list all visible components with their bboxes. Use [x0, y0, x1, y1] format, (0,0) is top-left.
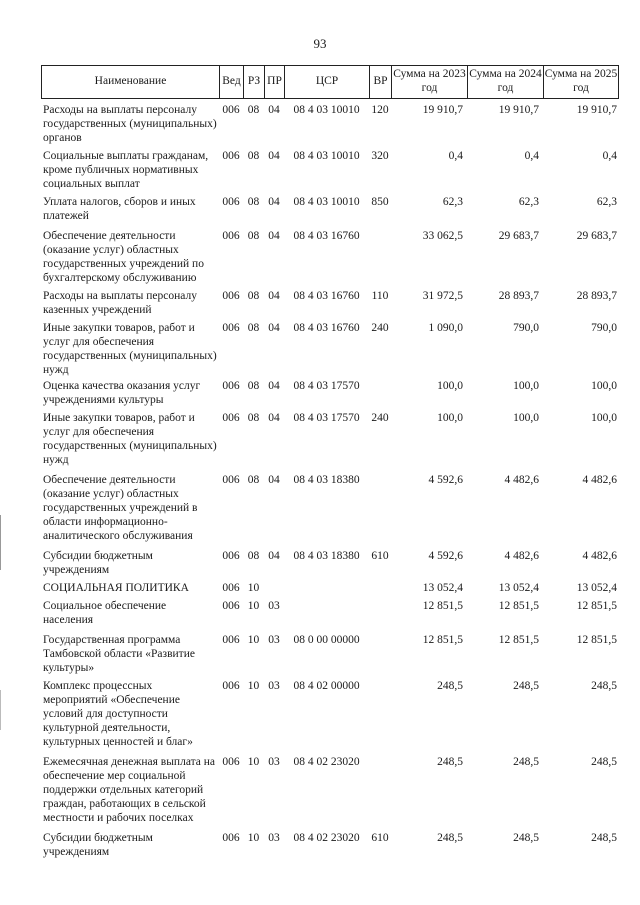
row-sum-2025: 248,5: [591, 756, 617, 768]
scan-edge-mark: [0, 515, 1, 570]
row-rz: 10: [247, 680, 260, 692]
row-sum-2025: 62,3: [596, 196, 617, 208]
row-rz: 08: [247, 290, 260, 302]
row-sum-2023: 12 851,5: [422, 634, 463, 646]
row-name: Субсидии бюджетным учреждениям: [43, 550, 153, 576]
row-rz: 10: [247, 634, 260, 646]
row-sum-2025: 4 482,6: [582, 550, 617, 562]
row-sum-2023: 100,0: [437, 380, 463, 392]
row-vr: 610: [371, 550, 389, 562]
row-pr: 04: [268, 230, 280, 242]
row-csr: 08 4 03 10010: [293, 104, 360, 116]
row-csr: 08 4 03 17570: [293, 380, 360, 392]
row-rz: 08: [247, 380, 260, 392]
row-vr: [369, 473, 391, 549]
table-row: [41, 599, 619, 633]
row-rz: 10: [247, 756, 260, 768]
row-pr: 04: [268, 322, 280, 334]
row-ved: 006: [222, 634, 240, 646]
row-sum-2024: 4 482,6: [504, 474, 539, 486]
row-csr: [284, 599, 369, 633]
row-vr: 610: [371, 832, 389, 844]
table-row: [41, 149, 619, 195]
row-ved: 006: [222, 196, 240, 208]
row-sum-2024: 248,5: [513, 756, 539, 768]
row-ved: 006: [222, 600, 240, 612]
row-ved: 006: [222, 680, 240, 692]
row-csr: 08 4 03 18380: [293, 550, 360, 562]
row-sum-2023: 33 062,5: [422, 230, 463, 242]
row-sum-2023: 13 052,4: [422, 582, 463, 594]
row-rz: 08: [247, 104, 260, 116]
table-row: [41, 633, 619, 679]
row-sum-2023: 248,5: [437, 832, 463, 844]
row-csr: 08 4 02 00000: [293, 680, 360, 692]
header-csr: ЦСР: [285, 66, 370, 98]
header-sum-2023: Сумма на 2023 год: [392, 66, 468, 98]
row-sum-2024: 29 683,7: [498, 230, 539, 242]
header-sum-2024: Сумма на 2024 год: [468, 66, 544, 98]
row-csr: 08 4 02 23020: [293, 832, 360, 844]
row-sum-2025: 248,5: [591, 832, 617, 844]
row-sum-2025: 100,0: [591, 412, 617, 424]
row-rz: 08: [247, 412, 260, 424]
table-row: [41, 549, 619, 581]
row-sum-2024: 13 052,4: [498, 582, 539, 594]
row-vr: 240: [371, 322, 389, 334]
row-name: Оценка качества оказания услуг учреждениями культуры: [43, 380, 201, 406]
row-sum-2025: 0,4: [602, 150, 617, 162]
row-name: Ежемесячная денежная выплата на обеспечение мер социальной поддержки отдельных категорий граждан, работающих в сельской местности и рабочих поселках: [43, 756, 216, 824]
scan-edge-mark: [0, 690, 1, 730]
table-row: [41, 679, 619, 755]
row-pr: 03: [268, 680, 280, 692]
row-ved: 006: [222, 412, 240, 424]
row-csr: 08 4 03 10010: [293, 196, 360, 208]
table-row: [41, 289, 619, 321]
table-row: [41, 411, 619, 473]
row-sum-2023: 12 851,5: [422, 600, 463, 612]
header-vr: ВР: [370, 66, 392, 98]
row-ved: 006: [222, 150, 240, 162]
row-sum-2024: 12 851,5: [498, 600, 539, 612]
row-vr: [369, 229, 391, 289]
row-pr: 04: [268, 380, 280, 392]
row-sum-2024: 12 851,5: [498, 634, 539, 646]
row-csr: 08 0 00 00000: [293, 634, 360, 646]
row-sum-2025: 29 683,7: [576, 230, 617, 242]
row-ved: 006: [222, 756, 240, 768]
row-sum-2025: 13 052,4: [576, 582, 617, 594]
row-rz: 08: [247, 550, 260, 562]
row-pr: 03: [268, 832, 280, 844]
row-sum-2025: 12 851,5: [576, 634, 617, 646]
header-ved: Вед: [220, 66, 244, 98]
row-sum-2024: 248,5: [513, 680, 539, 692]
row-vr: 320: [371, 150, 389, 162]
row-name: Комплекс процессных мероприятий «Обеспечение условий для доступности культурной деятельности, культурных ценностей и благ»: [43, 680, 193, 748]
row-vr: 110: [371, 290, 389, 302]
row-sum-2025: 19 910,7: [576, 104, 617, 116]
table-row: [41, 831, 619, 863]
page-number: 93: [313, 36, 327, 51]
row-sum-2023: 248,5: [437, 680, 463, 692]
row-name: Расходы на выплаты персоналу казенных учреждений: [43, 290, 197, 316]
row-rz: 10: [247, 600, 260, 612]
row-name: Расходы на выплаты персоналу государственных (муниципальных) органов: [43, 104, 217, 144]
row-pr: 03: [268, 634, 280, 646]
row-pr: 04: [268, 104, 280, 116]
row-name: Социальное обеспечение населения: [43, 600, 167, 626]
row-sum-2023: 4 592,6: [428, 474, 463, 486]
row-pr: [264, 581, 284, 599]
row-pr: 04: [268, 290, 280, 302]
table-row: [41, 581, 619, 599]
row-vr: [369, 599, 391, 633]
row-ved: 006: [222, 832, 240, 844]
row-name: Обеспечение деятельности (оказание услуг) областных государственных учреждений в области информационно-аналитического обслуживания: [43, 474, 198, 542]
row-ved: 006: [222, 550, 240, 562]
row-csr: 08 4 03 18380: [293, 474, 360, 486]
row-sum-2024: 62,3: [518, 196, 539, 208]
row-vr: 850: [371, 196, 389, 208]
row-sum-2025: 100,0: [591, 380, 617, 392]
row-vr: [369, 755, 391, 831]
row-sum-2023: 62,3: [442, 196, 463, 208]
header-name: Наименование: [42, 66, 220, 98]
row-csr: 08 4 03 16760: [293, 230, 360, 242]
table-row: [41, 473, 619, 549]
row-ved: 006: [222, 104, 240, 116]
table-row: [41, 103, 619, 149]
row-sum-2024: 19 910,7: [498, 104, 539, 116]
row-csr: 08 4 03 16760: [293, 290, 360, 302]
row-csr: 08 4 02 23020: [293, 756, 360, 768]
row-csr: 08 4 03 16760: [293, 322, 360, 334]
row-vr: [369, 633, 391, 679]
row-rz: 10: [247, 582, 260, 594]
row-vr: 120: [371, 104, 389, 116]
row-sum-2023: 31 972,5: [422, 290, 463, 302]
header-rz: РЗ: [244, 66, 265, 98]
row-pr: 04: [268, 196, 280, 208]
row-ved: 006: [222, 230, 240, 242]
row-vr: [369, 379, 391, 411]
row-sum-2024: 28 893,7: [498, 290, 539, 302]
row-sum-2024: 100,0: [513, 412, 539, 424]
row-rz: 10: [247, 832, 260, 844]
row-sum-2023: 19 910,7: [422, 104, 463, 116]
row-ved: 006: [222, 380, 240, 392]
row-vr: [369, 581, 391, 599]
row-vr: [369, 679, 391, 755]
row-sum-2024: 248,5: [513, 832, 539, 844]
row-sum-2024: 100,0: [513, 380, 539, 392]
row-pr: 04: [268, 550, 280, 562]
row-ved: 006: [222, 474, 240, 486]
row-name: Обеспечение деятельности (оказание услуг) областных государственных учреждений по бухгалтерскому обслуживанию: [43, 230, 204, 284]
row-sum-2025: 4 482,6: [582, 474, 617, 486]
row-pr: 03: [268, 756, 280, 768]
row-rz: 08: [247, 474, 260, 486]
row-name: СОЦИАЛЬНАЯ ПОЛИТИКА: [43, 582, 189, 594]
row-sum-2023: 248,5: [437, 756, 463, 768]
row-sum-2025: 12 851,5: [576, 600, 617, 612]
row-ved: 006: [222, 582, 240, 594]
row-pr: 04: [268, 150, 280, 162]
table-row: [41, 321, 619, 379]
row-rz: 08: [247, 150, 260, 162]
row-sum-2025: 28 893,7: [576, 290, 617, 302]
row-ved: 006: [222, 322, 240, 334]
table-row: [41, 379, 619, 411]
row-pr: 03: [268, 600, 280, 612]
row-csr: 08 4 03 10010: [293, 150, 360, 162]
row-sum-2025: 790,0: [591, 322, 617, 334]
row-sum-2025: 248,5: [591, 680, 617, 692]
row-sum-2023: 4 592,6: [428, 550, 463, 562]
row-ved: 006: [222, 290, 240, 302]
row-sum-2023: 100,0: [437, 412, 463, 424]
table-row: [41, 195, 619, 229]
row-sum-2023: 1 090,0: [428, 322, 463, 334]
row-name: Субсидии бюджетным учреждениям: [43, 832, 153, 858]
row-name: Социальные выплаты гражданам, кроме публичных нормативных социальных выплат: [43, 150, 209, 190]
row-csr: 08 4 03 17570: [293, 412, 360, 424]
table-header: [41, 65, 619, 99]
row-vr: 240: [371, 412, 389, 424]
row-rz: 08: [247, 196, 260, 208]
row-sum-2023: 0,4: [448, 150, 463, 162]
row-pr: 04: [268, 412, 280, 424]
table-row: [41, 755, 619, 831]
row-sum-2024: 0,4: [524, 150, 539, 162]
header-sum-2025: Сумма на 2025 год: [544, 68, 618, 94]
row-name: Иные закупки товаров, работ и услуг для обеспечения государственных (муниципальных) нужд: [43, 322, 217, 376]
table-body: [41, 103, 619, 863]
row-sum-2024: 790,0: [513, 322, 539, 334]
header-pr: ПР: [265, 66, 285, 98]
row-name: Государственная программа Тамбовской области «Развитие культуры»: [43, 634, 195, 674]
row-rz: 08: [247, 322, 260, 334]
table-row: [41, 229, 619, 289]
row-pr: 04: [268, 474, 280, 486]
row-rz: 08: [247, 230, 260, 242]
row-name: Иные закупки товаров, работ и услуг для обеспечения государственных (муниципальных) нужд: [43, 412, 217, 466]
row-csr: [284, 581, 369, 599]
row-name: Уплата налогов, сборов и иных платежей: [43, 196, 196, 222]
row-sum-2024: 4 482,6: [504, 550, 539, 562]
